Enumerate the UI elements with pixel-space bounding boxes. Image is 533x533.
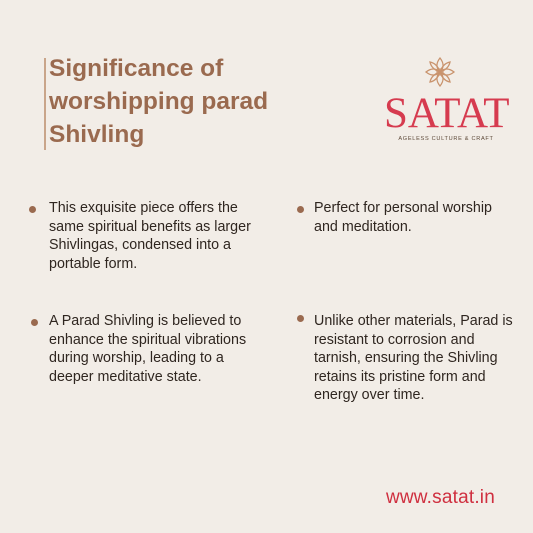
title-line-1: Significance of bbox=[49, 55, 224, 82]
bullet-dot bbox=[31, 319, 38, 326]
brand-tagline: AGELESS CULTURE & CRAFT bbox=[398, 136, 494, 142]
bullet-dot bbox=[29, 206, 36, 213]
bullet-dot bbox=[297, 206, 304, 213]
point-spiritual-vibrations: A Parad Shivling is believed to enhance the spiritual vibrations during worship, leading to a deeper meditative state. bbox=[49, 313, 247, 385]
title-line-2: worshipping parad bbox=[49, 88, 269, 115]
page-title bbox=[49, 52, 349, 151]
title-line-3: Shivling bbox=[49, 121, 145, 148]
bullet-dot bbox=[297, 315, 304, 322]
point-personal-worship: Perfect for personal worship and meditation. bbox=[314, 200, 492, 235]
website-link[interactable]: www.satat.in bbox=[385, 487, 495, 508]
lotus-icon bbox=[420, 52, 460, 92]
brand-logo bbox=[384, 52, 510, 152]
brand-wordmark: SATAT bbox=[384, 90, 510, 137]
point-portable: This exquisite piece offers the same spiritual benefits as larger Shivlingas, condensed into a portable form. bbox=[49, 200, 251, 272]
point-corrosion-resistant: Unlike other materials, Parad is resistant to corrosion and tarnish, ensuring the Shivling retains its pristine form and energy over time. bbox=[314, 313, 513, 403]
title-accent-bar bbox=[44, 58, 46, 150]
